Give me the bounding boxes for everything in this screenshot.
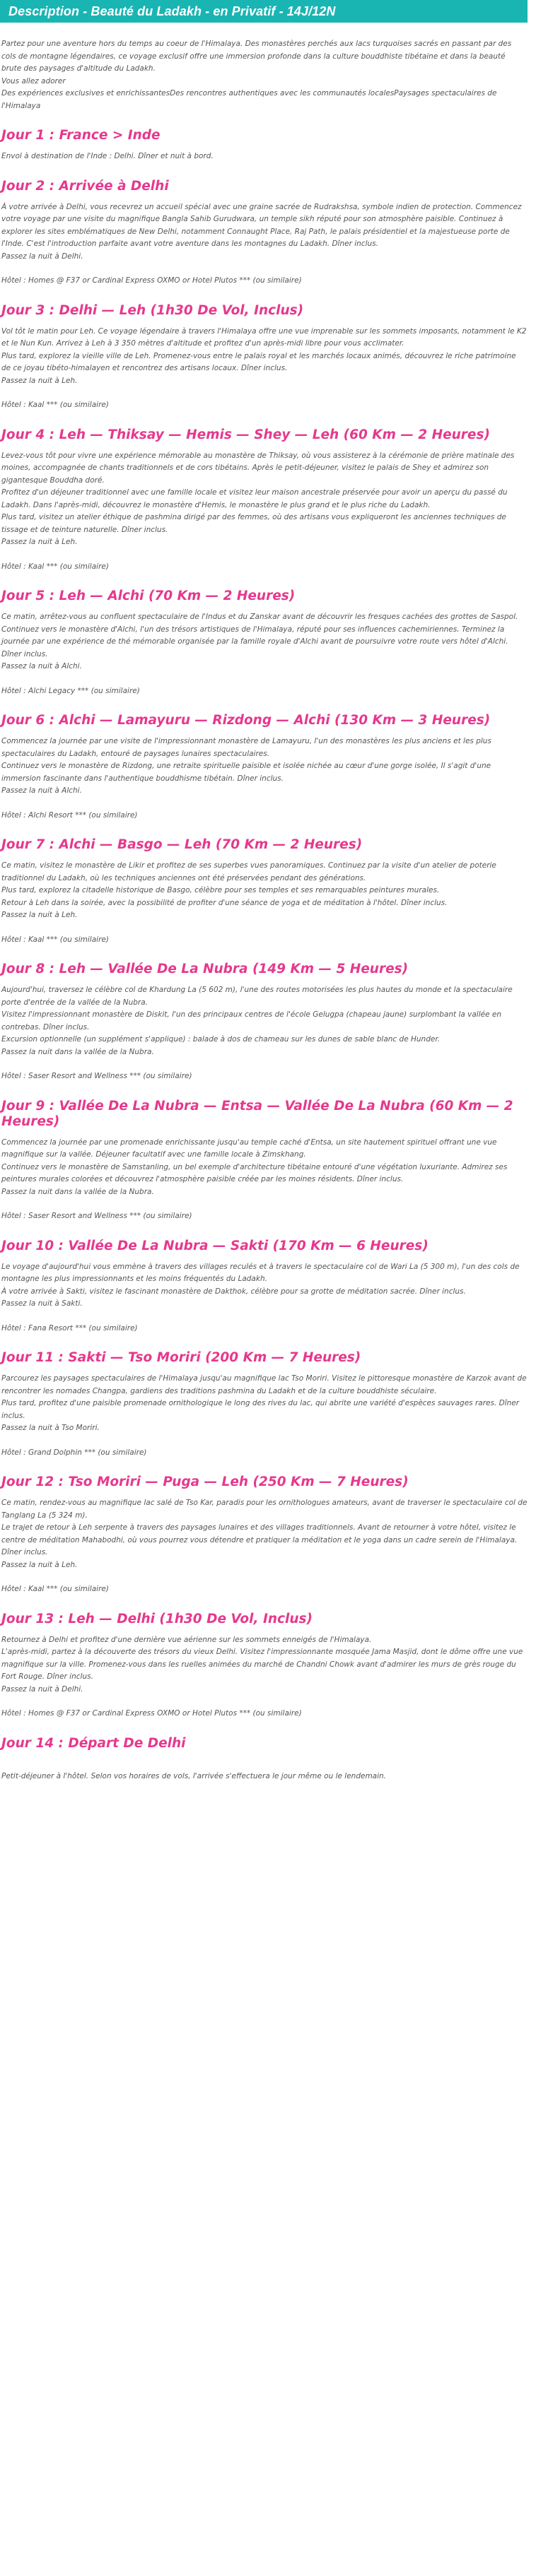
day-description-line: Aujourd'hui, traversez le célèbre col de Khardung La (5 602 m), l'une des routes motorisées les plus hautes du monde et la spectaculaire porte d'entrée de la vallée de la Nubra. <box>1 986 513 1007</box>
day-section <box>1 1475 528 1596</box>
day-title: Jour 2 : Arrivée à Delhi <box>1 178 169 194</box>
day-section <box>1 1736 528 1783</box>
day-description-line: Excursion optionnelle (un supplément s'applique) : balade à dos de chameau sur les dunes de sable blanc de Hunder. <box>1 1035 441 1044</box>
day-title: Jour 5 : Leh — Alchi (70 Km — 2 Heures) <box>1 589 296 603</box>
day-description-line: Passez la nuit à Sakti. <box>1 1299 83 1308</box>
day-description-line: Passez la nuit à Leh. <box>1 538 78 546</box>
day-description-line: Commencez la journée par une visite de l'impressionnant monastère de Lamayuru, l'un des monastères les plus anciens et les plus spectaculaires du Ladakh, entouré de paysages lunaires spectaculaires. <box>1 737 491 758</box>
day-description-line: Parcourez les paysages spectaculaires de l'Himalaya jusqu'au magnifique lac Tso Moriri. Visitez le pittoresque monastère de Karzok avant de rencontrer les nomades Changpa, gardiens des traditions pashmina du Ladakh et de la culture bouddhiste séculaire. <box>1 1374 527 1395</box>
day-description-line: À votre arrivée à Sakti, visitez le fascinant monastère de Dakthok, célèbre pour sa grotte de méditation sacrée. Dîner inclus. <box>1 1287 466 1296</box>
day-list <box>1 128 528 1783</box>
day-description-line <box>1 1759 528 1771</box>
day-description-line: Levez-vous tôt pour vivre une expérience mémorable au monastère de Thiksay, où vous assisterez à la cérémonie de prière matinale des moines, accompagnée de chants traditionnels et de cors tibétains. Après le petit-déjeuner, visitez le palais de Shey et admirez son gigantesque Bouddha doré. <box>1 451 515 485</box>
day-title: Jour 6 : Alchi — Lamayuru — Rizdong — Alchi (130 Km — 3 Heures) <box>1 713 491 728</box>
day-hotel: Hôtel : Kaal *** (ou similaire) <box>1 935 109 944</box>
day-description-line: Ce matin, arrêtez-vous au confluent spectaculaire de l'Indus et du Zanskar avant de découvrir les fresques cachées des grottes de Saspol. <box>1 613 518 621</box>
day-description-line: Retour à Leh dans la soirée, avec la possibilité de profiter d'une séance de yoga et de méditation à l'hôtel. Dîner inclus. <box>1 898 448 907</box>
day-description-line: Ce matin, visitez le monastère de Likir et profitez de ses superbes vues panoramiques. Continuez par la visite d'un atelier de poterie traditionnel du Ladakh, où les techniques anciennes ont été préservées pendant des générations. <box>1 861 496 882</box>
day-description-line: Vol tôt le matin pour Leh. Ce voyage légendaire à travers l'Himalaya offre une vue imprenable sur les sommets imposants, notamment le K2 et le Nun Kun. Arrivez à Leh à 3 350 mètres d'altitude et profitez d'un après-midi libre pour vous acclimater. <box>1 326 527 348</box>
day-description-line: Ce matin, rendez-vous au magnifique lac salé de Tso Kar, paradis pour les ornithologues amateurs, avant de traverser le spectaculaire col de Tanglang La (5 324 m). <box>1 1499 528 1520</box>
day-title: Jour 7 : Alchi — Basgo — Leh (70 Km — 2 Heures) <box>1 837 363 852</box>
day-hotel: Hôtel : Kaal *** (ou similaire) <box>1 401 109 409</box>
day-hotel: Hôtel : Homes @ F37 or Cardinal Express OXMO or Hotel Plutos *** (ou similaire) <box>1 1709 302 1718</box>
day-description-line: Plus tard, explorez la vieille ville de Leh. Promenez-vous entre le palais royal et les marchés locaux animés, découvrez le riche patrimoine de ce joyau tibéto-himalayen et rencontrez des artisans locaux. Dîner inclus. <box>1 351 516 372</box>
day-description-line: Plus tard, explorez la citadelle historique de Basgo, célèbre pour ses temples et ses remarquables peintures murales. <box>1 886 440 894</box>
intro-highlight-heading: Vous allez adorer <box>1 76 66 85</box>
day-hotel: Hôtel : Saser Resort and Wellness *** (ou similaire) <box>1 1072 192 1080</box>
day-description-line: Passez la nuit à Leh. <box>1 1560 78 1569</box>
day-description-line: Passez la nuit à Leh. <box>1 911 78 919</box>
day-title: Jour 13 : Leh — Delhi (1h30 De Vol, Inclus) <box>1 1611 313 1626</box>
day-section <box>1 179 528 288</box>
day-description-line: Passez la nuit à Alchi. <box>1 786 82 795</box>
day-description-line: L'après-midi, partez à la découverte des trésors du vieux Delhi. Visitez l'impressionnante mosquée Jama Masjid, dont le dôme offre une vue magnifique sur la ville. Promenez-vous dans les ruelles animées du marché de Chandni Chowk avant d'admirer les murs de grès rouge du Fort Rouge. Dîner inclus. <box>1 1648 523 1681</box>
day-description-line: Passez la nuit à Tso Moriri. <box>1 1424 100 1432</box>
page-title: Description - Beauté du Ladakh - en Privatif - 14J/12N <box>8 4 336 18</box>
day-title: Jour 12 : Tso Moriri — Puga — Leh (250 Km — 7 Heures) <box>1 1475 409 1489</box>
day-hotel: Hôtel : Grand Dolphin *** (ou similaire) <box>1 1448 147 1457</box>
day-description-line: Le trajet de retour à Leh serpente à travers des paysages lunaires et des villages traditionnels. Avant de retourner à votre hôtel, visitez le centre de méditation Mahabodhi, où vous pourrez vous détendre et pratiquer la méditation et le yoga dans un cadre serein de l'Himalaya. Dîner inclus. <box>1 1523 518 1556</box>
day-description-line: À votre arrivée à Delhi, vous recevrez un accueil spécial avec une graine sacrée de Rudrakshsa, symbole indien de protection. Commencez votre voyage par une visite du magnifique Bangla Sahib Gurudwara, un temple sikh réputé pour son atmosphère paisible. Continuez à explorer les sites emblématiques de New Delhi, notamment Connaught Place, Raj Path, le palais présidentiel et la majestueuse porte de l'Inde. C'est l'introduction parfaite avant votre aventure dans les montagnes du Ladakh. Dîner inclus. <box>1 202 522 248</box>
day-description-line: Envol à destination de l'Inde : Delhi. Dîner et nuit à bord. <box>1 152 214 160</box>
title-banner <box>0 0 528 23</box>
day-title: Jour 3 : Delhi — Leh (1h30 De Vol, Inclus) <box>1 302 304 318</box>
day-section <box>1 128 528 163</box>
day-description-line: Passez la nuit à Delhi. <box>1 252 83 261</box>
day-title: Jour 11 : Sakti — Tso Moriri (200 Km — 7 Heures) <box>1 1350 361 1365</box>
intro-section <box>1 38 528 112</box>
day-title: Jour 1 : France > Inde <box>1 128 161 143</box>
day-hotel: Hôtel : Saser Resort and Wellness *** (ou similaire) <box>1 1212 192 1220</box>
day-description-line: Passez la nuit à Alchi. <box>1 662 82 670</box>
intro-paragraph: Partez pour une aventure hors du temps au coeur de l'Himalaya. Des monastères perchés aux lacs turquoises sacrés en passant par des cols de montagne légendaires, ce voyage exclusif offre une immersion profonde dans la culture bouddhiste tibétaine et dans la beauté brute des paysages d'altitude du Ladakh. <box>1 40 512 73</box>
day-section <box>1 1239 528 1335</box>
intro-highlights: Des expériences exclusives et enrichissantesDes rencontres authentiques avec les communautés localesPaysages spectaculaires de l'Himalaya <box>1 89 497 110</box>
day-section <box>1 1612 528 1720</box>
day-description-line: Continuez vers le monastère de Rizdong, une retraite spirituelle paisible et isolée nichée au cœur d'une gorge isolée, Il s'agit d'une immersion fascinante dans l'authentique bouddhisme tibétain. Dîner inclus. <box>1 762 491 783</box>
day-hotel: Hôtel : Alchi Resort *** (ou similaire) <box>1 810 138 820</box>
day-section <box>1 837 528 946</box>
day-hotel: Hôtel : Kaal *** (ou similaire) <box>1 562 109 571</box>
day-description-line: Visitez l'impressionnant monastère de Diskit, l'un des principaux centres de l'école Gelugpa (chapeau jaune) surplombant la vallée en contrebas. Dîner inclus. <box>1 1010 501 1032</box>
day-description-line: Passez la nuit dans la vallée de la Nubra. <box>1 1187 154 1196</box>
itinerary-content <box>0 23 536 1783</box>
day-description-line: Passez la nuit à Leh. <box>1 376 78 385</box>
day-section <box>1 303 528 412</box>
day-description-line: Passez la nuit à Delhi. <box>1 1684 83 1694</box>
day-description-line: Continuez vers le monastère de Samstanling, un bel exemple d'architecture tibétaine entouré d'une végétation luxuriante. Admirez ses peintures murales colorées et découvrez l'atmosphère paisible créée par les moines résidents. Dîner inclus. <box>1 1162 508 1183</box>
day-description-line: Commencez la journée par une promenade enrichissante jusqu'au temple caché d'Entsa, un site hautement spirituel offrant une vue magnifique sur la vallée. Déjeuner facultatif avec une famille locale à Zimskhang. <box>1 1138 497 1159</box>
day-title: Jour 8 : Leh — Vallée De La Nubra (149 Km — 5 Heures) <box>1 962 409 976</box>
day-section <box>1 962 528 1083</box>
day-section <box>1 1350 528 1459</box>
day-section <box>1 713 528 822</box>
day-hotel: Hôtel : Kaal *** (ou similaire) <box>1 1585 109 1593</box>
day-description-line: Retournez à Delhi et profitez d'une dernière vue aérienne sur les sommets enneigés de l'Himalaya. <box>1 1635 372 1644</box>
day-description-line: Petit-déjeuner à l'hôtel. Selon vos horaires de vols, l'arrivée s'effectuera le jour même ou le lendemain. <box>1 1772 387 1780</box>
day-description-line: Passez la nuit dans la vallée de la Nubra. <box>1 1047 154 1056</box>
day-title: Jour 10 : Vallée De La Nubra — Sakti (170 Km — 6 Heures) <box>1 1238 429 1253</box>
day-hotel: Hôtel : Homes @ F37 or Cardinal Express OXMO or Hotel Plutos *** (ou similaire) <box>1 276 302 285</box>
day-section <box>1 1099 528 1223</box>
day-description-line: Le voyage d'aujourd'hui vous emmène à travers des villages reculés et à travers le spectaculaire col de Wari La (5 300 m), l'un des cols de montagne les plus impressionnants et les moins fréquentés du Ladakh. <box>1 1262 520 1283</box>
day-description-line: Profitez d'un déjeuner traditionnel avec une famille locale et visitez leur maison ancestrale préservée pour avoir un aperçu du passé du Ladakh. Dans l'après-midi, découvrez le monastère d'Hemis, le monastère le plus grand et le plus riche du Ladakh. <box>1 488 508 509</box>
day-hotel: Hôtel : Fana Resort *** (ou similaire) <box>1 1323 138 1333</box>
day-title: Jour 9 : Vallée De La Nubra — Entsa — Vallée De La Nubra (60 Km — 2 Heures) <box>1 1098 513 1129</box>
day-title: Jour 4 : Leh — Thiksay — Hemis — Shey — Leh (60 Km — 2 Heures) <box>1 427 490 442</box>
day-section <box>1 589 528 697</box>
day-title: Jour 14 : Départ De Delhi <box>1 1735 186 1751</box>
day-description-line: Plus tard, profitez d'une paisible promenade ornithologique le long des rives du lac, qui abrite une variété d'espèces sauvages rares. Dîner inclus. <box>1 1399 520 1420</box>
day-description-line: Plus tard, visitez un atelier éthique de pashmina dirigé par des femmes, où des artisans vous expliqueront les anciennes techniques de tissage et de teinture naturelle. Dîner inclus. <box>1 513 506 534</box>
day-hotel: Hôtel : Alchi Legacy *** (ou similaire) <box>1 686 140 695</box>
day-description-line: Continuez vers le monastère d'Alchi, l'un des trésors artistiques de l'Himalaya, réputé pour ses influences cachemiriennes. Terminez la journée par une expérience de thé mémorable organisée par la famille royale d'Alchi avant de poursuivre votre route vers hôtel d'Alchi. Dîner inclus. <box>1 625 508 658</box>
day-section <box>1 427 528 574</box>
